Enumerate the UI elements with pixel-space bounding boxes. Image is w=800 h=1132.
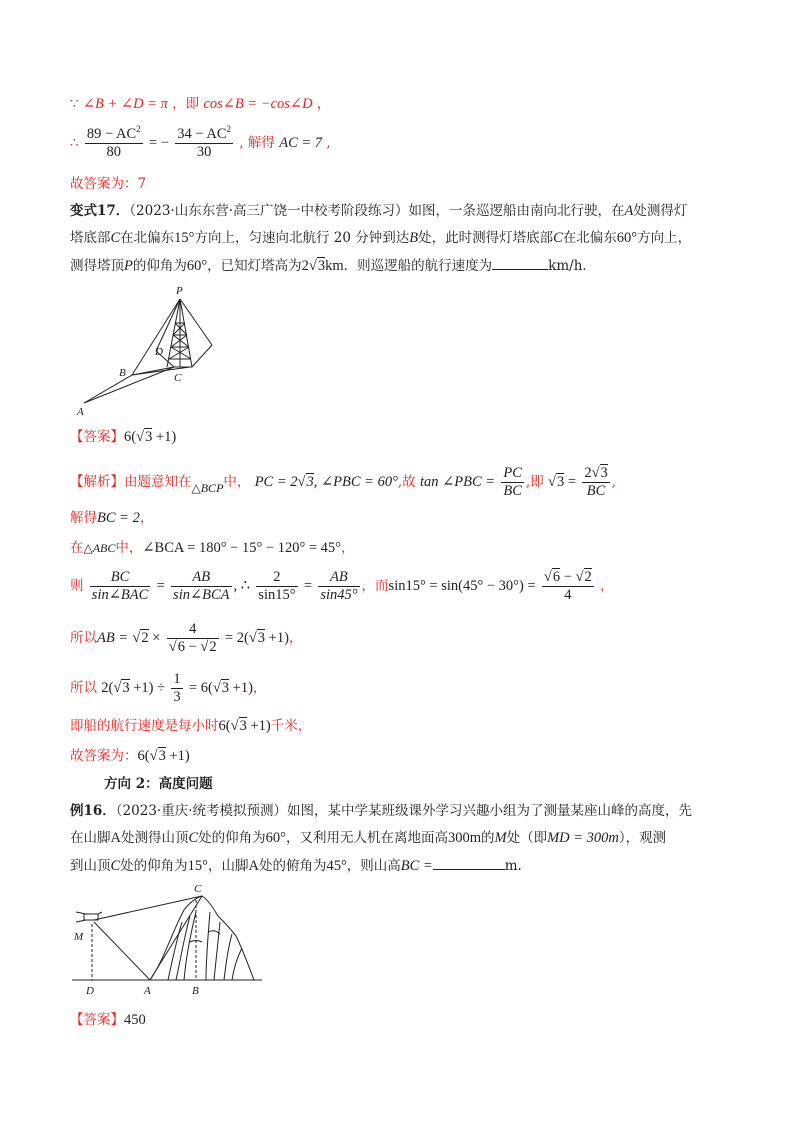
example16-line2: 在山脚A处测得山顶C处的仰角为60°，又利用无人机在离地面高300m的M处（即MD = 300m），观测 xyxy=(70,830,667,846)
fig2-label-d: D xyxy=(86,985,94,997)
figure-mountain xyxy=(72,882,272,1002)
solution-line2: 解得BC = 2， xyxy=(70,510,154,526)
answer-tag: 【答案】 xyxy=(70,429,124,445)
fig2-label-m: M xyxy=(74,931,84,943)
solution-line3: 在△ABC中，∠BCA = 180° − 15° − 120° = 45°， xyxy=(70,540,355,556)
eq-angle-sum: ∠B + ∠D = π xyxy=(82,96,168,112)
answer-blank-2 xyxy=(433,855,505,870)
solution-line6: 所以 2(√3 +1) ÷ $\frac{1}{3}$ = 6(√3 +1)， xyxy=(70,671,267,705)
variant17-line3: 测得塔顶P的仰角为60°，已知灯塔高为2√3km．则巡逻船的航行速度为 km/h． xyxy=(70,255,596,276)
section-heading: 方向 2：高度问题 xyxy=(104,776,213,792)
example16-label: 例16． xyxy=(70,803,116,819)
fig1-label-a: A xyxy=(77,406,84,418)
solution-line5: 所以AB = √2 × $\frac{4}{√6 - √2}$ = 2(√3 +1)， xyxy=(70,621,303,655)
solution-line4: 则 $\frac{BC}{\text{sin∠BAC}}$ = $\frac{AB}{\text{sin∠BCA}}$ , ∴ $\frac{2}{\sin 15^\circ}$ = $\frac{AB}{\sin 45^\circ}$ ，而sin15° = sin(45° − 30°) = $\frac{√6 - √2}{4}$ ， xyxy=(70,569,614,603)
fig2-label-a: A xyxy=(144,985,151,997)
fraction-1: $\frac{89 - AC^2}{80}$ xyxy=(86,124,141,160)
since-symbol: ∵ xyxy=(70,96,79,112)
answer-line-1: 故答案为：7 xyxy=(70,176,147,192)
fig1-label-c: C xyxy=(174,372,182,384)
solution-line7: 即船的航行速度是每小时6(√3 +1)千米， xyxy=(70,718,312,734)
variant17-label: 变式17． xyxy=(70,203,130,219)
fig2-label-b: B xyxy=(192,985,199,997)
answer-2: 【答案】450 xyxy=(70,1012,146,1028)
answer-tag-2: 【答案】 xyxy=(70,1012,124,1028)
fig1-label-d: D xyxy=(155,346,163,358)
example16-line3: 到山顶C处的仰角为15°，山脚A处的俯角为45°，则山高BC = m. xyxy=(70,855,522,876)
fig1-label-p: P xyxy=(176,285,183,297)
fraction-2: $\frac{34 - AC^2}{30}$ xyxy=(177,124,232,160)
solution-tag: 【解析】 xyxy=(70,474,124,490)
solution-line1: 【解析】由题意知在△BCP中， PC = 2√3, ∠PBC = 60°,故 tan ∠PBC = $\frac{PC}{BC}$ ,即 √3 = $\frac{2√3}{BC}$ , xyxy=(70,465,617,499)
therefore-symbol: ∴ xyxy=(70,135,79,151)
eq-cos: cos∠B = −cos∠D xyxy=(203,96,313,112)
example16-line1: 例16．（2023·重庆·统考模拟预测）如图，某中学某班级课外学习兴趣小组为了测量某座山峰的高度，先 xyxy=(70,803,692,819)
answer-blank xyxy=(492,255,548,270)
line-therefore: ∴ $\frac{89 - AC^2}{80}$ = − $\frac{34 - AC^2}{30}$ , 解得 AC = 7 , xyxy=(70,124,331,160)
text-ji: ，即 xyxy=(172,96,200,112)
fig1-label-b: B xyxy=(119,367,126,379)
variant17-line1: 变式17．（2023·山东东营·高三广饶一中校考阶段练习）如图，一条巡逻船由南向北行驶，在A处测得灯 xyxy=(70,203,688,219)
variant17-line2: 塔底部C在北偏东15°方向上，匀速向北航行 20 分钟到达B处，此时测得灯塔底部C在北偏东60°方向上， xyxy=(70,230,692,246)
answer-1: 【答案】6(√3 +1) xyxy=(70,429,177,445)
figure-lighthouse xyxy=(72,283,232,423)
fig2-label-c: C xyxy=(194,883,202,895)
result-ac: AC = 7 xyxy=(279,135,323,151)
solution-line8: 故答案为：6(√3 +1) xyxy=(70,748,190,764)
line-since: ∵ ∠B + ∠D = π ，即 cos∠B = −cos∠D ， xyxy=(70,96,331,112)
